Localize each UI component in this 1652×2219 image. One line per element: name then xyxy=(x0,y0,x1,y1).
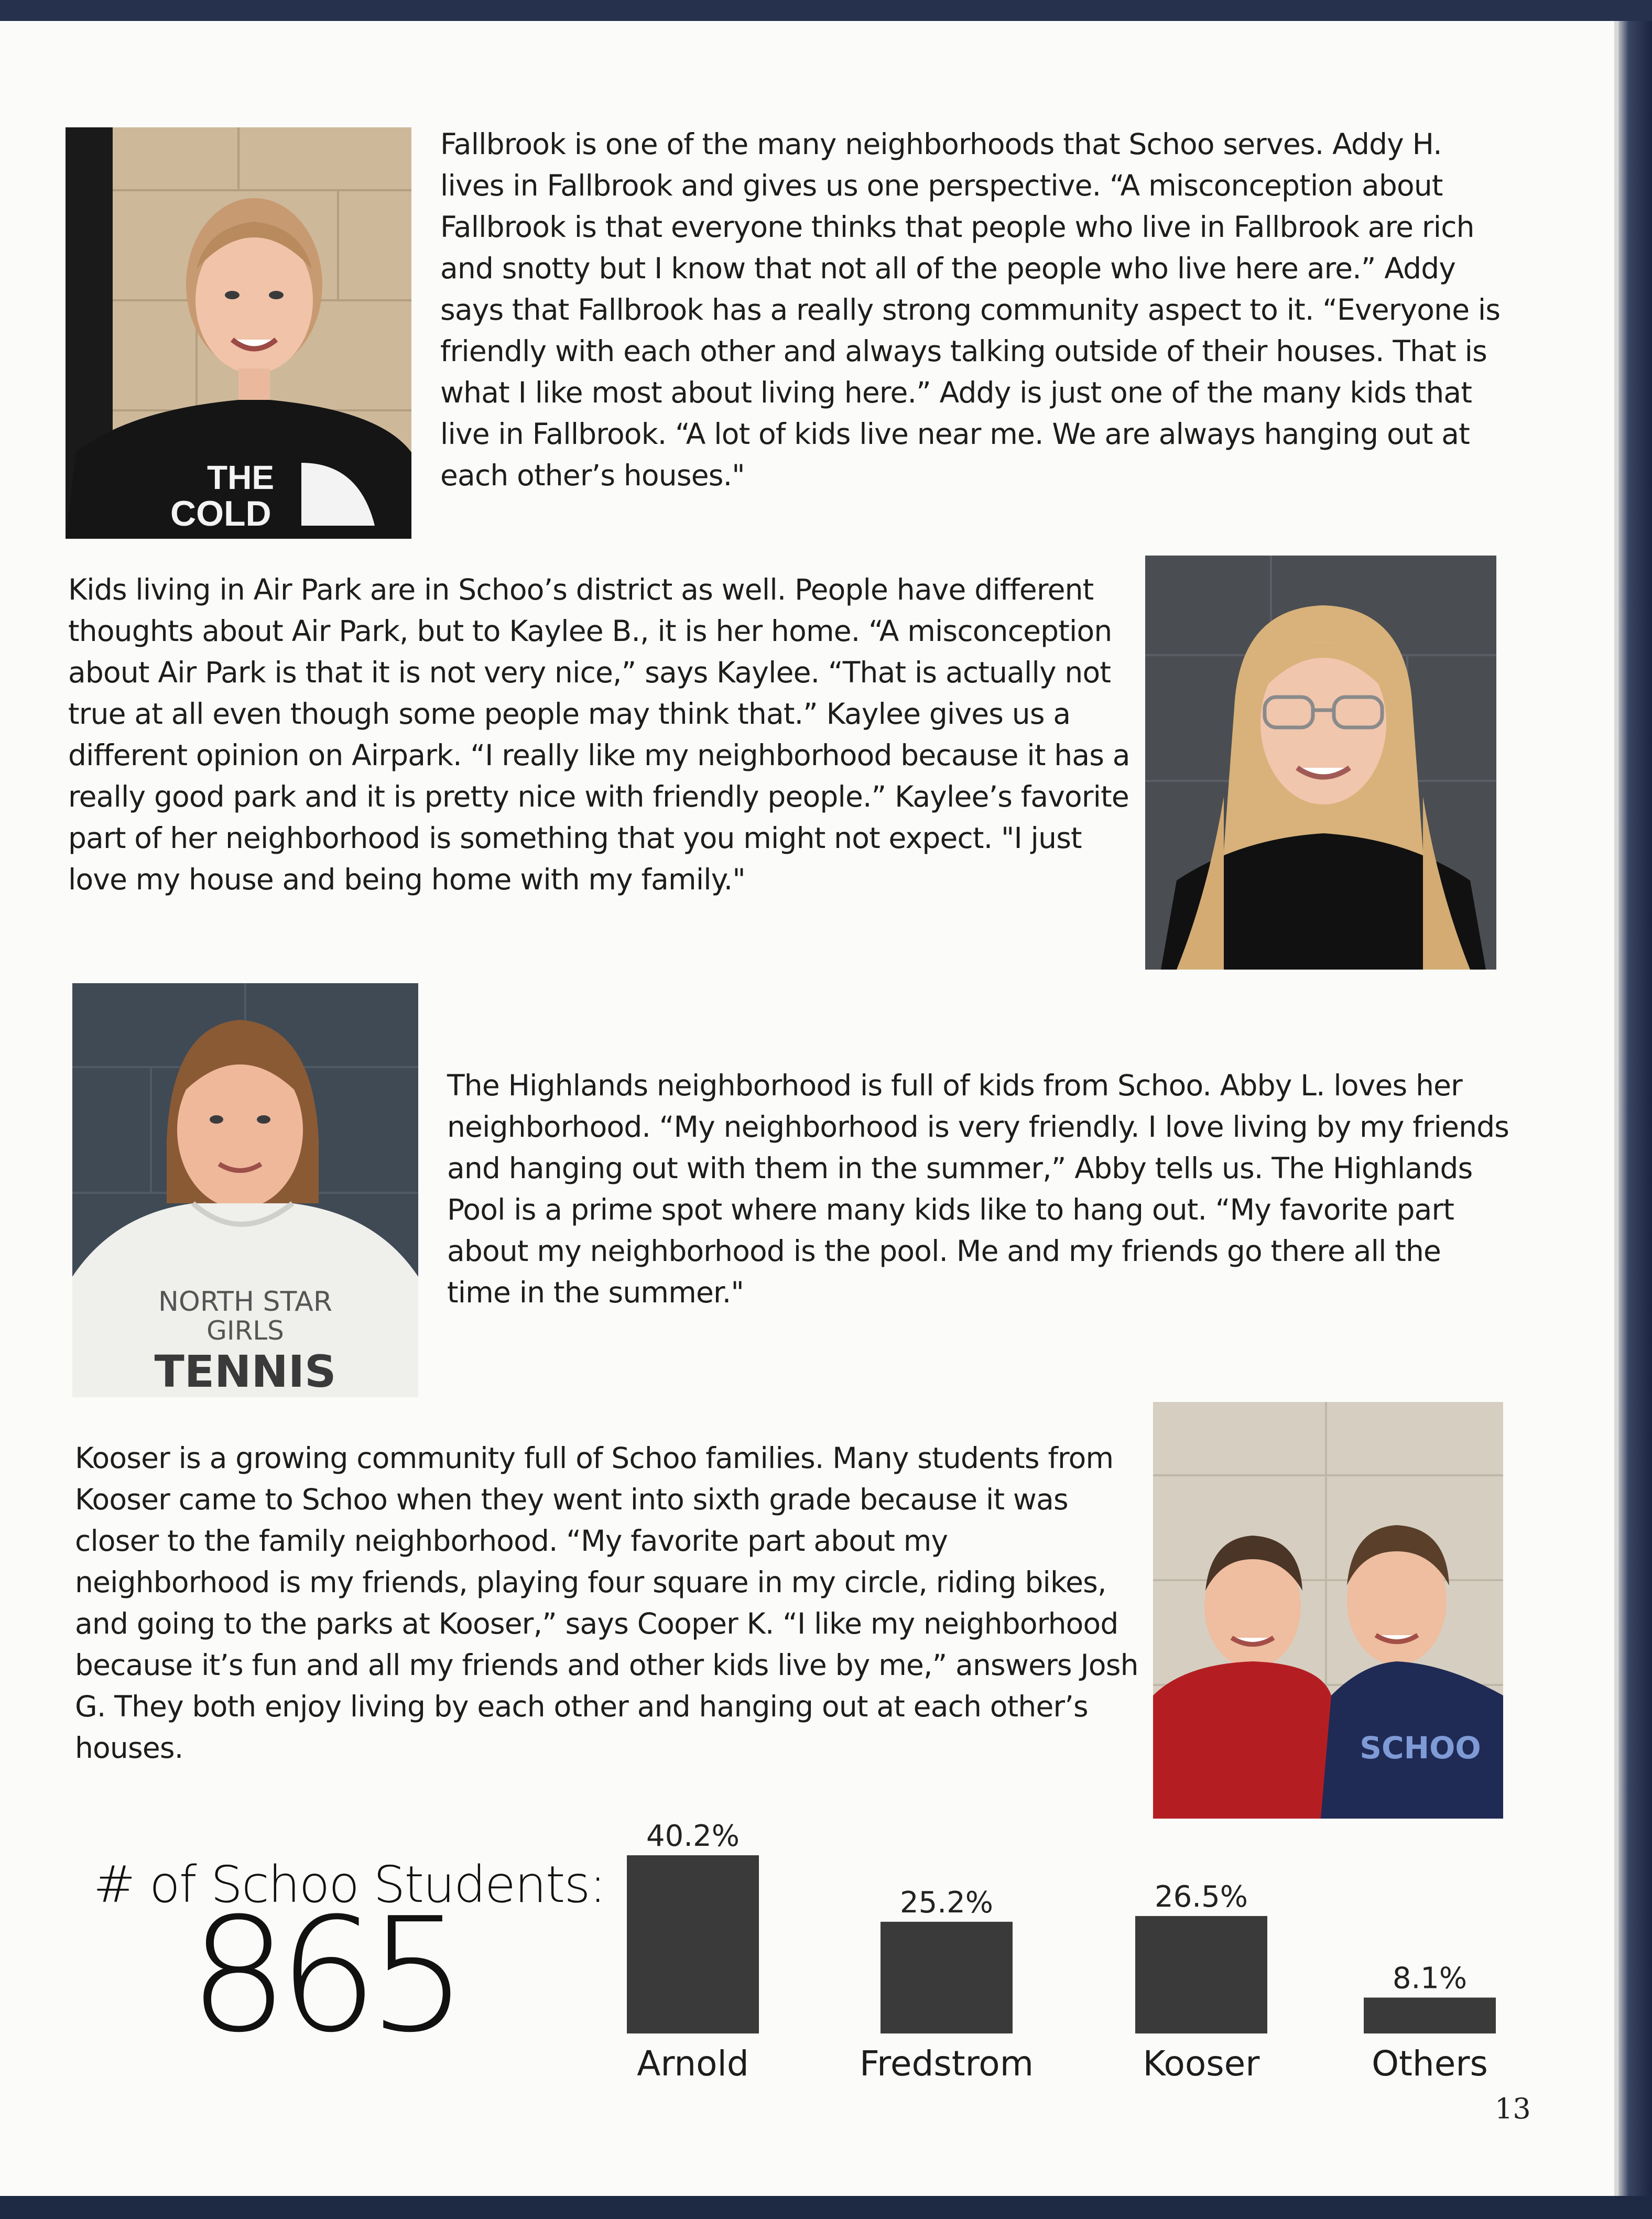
neighborhood-bar-chart xyxy=(603,1803,1525,2086)
category-label-kooser: Kooser xyxy=(1143,2043,1260,2084)
student-count-label: # of Schoo Students: xyxy=(93,1855,605,1914)
bar-others xyxy=(1364,1997,1496,2033)
photo-cooper-and-josh xyxy=(1153,1402,1503,1819)
hoodie-text-line-3: TENNIS xyxy=(154,1346,336,1397)
shirt-text-line-1: THE xyxy=(207,459,274,496)
air-park-paragraph: Kids living in Air Park are in Schoo’s district as well. People have different thoughts about Air Park, but to Kaylee B., it is her home. “A misconception about Air Park is that it is not very nice,” says Kaylee. “That is actually not true at all even though some people may think that.” Kaylee gives us a different opinion on Airpark. “I really like my neighborhood because it has a really good park and it is pretty nice with friendly people.” Kaylee’s favorite part of her neighborhood is something that you might not expect. "I just love my house and being home with my family." xyxy=(68,573,1130,896)
data-label-others: 8.1% xyxy=(1392,1961,1468,1996)
book-edge xyxy=(1618,21,1652,2196)
book-spine-shadow xyxy=(0,0,1652,21)
bar-kooser xyxy=(1135,1916,1267,2033)
photo-addy xyxy=(66,127,411,539)
data-label-arnold: 40.2% xyxy=(646,1819,740,1853)
hoodie-text-line-2: GIRLS xyxy=(207,1315,284,1346)
data-label-fredstrom: 25.2% xyxy=(900,1885,993,1920)
category-label-fredstrom: Fredstrom xyxy=(860,2043,1034,2084)
boy-shirt-text: SCHOO xyxy=(1360,1730,1481,1766)
kooser-paragraph: Kooser is a growing community full of Schoo families. Many students from Kooser came to Schoo when they went into sixth grade because it was closer to the family neighborhood. “My favorite part about my neighborhood is my friends, playing four square in my circle, riding bikes, and going to the parks at Kooser,” says Cooper K. “I like my neighborhood because it’s fun and all my friends and other kids live by me,” answers Josh G. They both enjoy living by each other and hanging out at each other’s houses. xyxy=(75,1441,1138,1765)
book-bottom-edge xyxy=(0,2196,1652,2219)
photo-kaylee xyxy=(1145,556,1496,970)
bar-fredstrom xyxy=(881,1922,1013,2033)
student-count-value: 865 xyxy=(189,1884,458,2067)
category-label-others: Others xyxy=(1372,2043,1488,2084)
page-number: 13 xyxy=(1495,2092,1531,2125)
category-label-arnold: Arnold xyxy=(637,2043,749,2084)
bar-arnold xyxy=(627,1855,759,2033)
highlands-paragraph: The Highlands neighborhood is full of kids from Schoo. Abby L. loves her neighborhood. “My neighborhood is very friendly. I love living by my friends and hanging out with them in the summer,” Abby tells us. The Highlands Pool is a prime spot where many kids like to hang out. “My favorite part about my neighborhood is the pool. Me and my friends go there all the time in the summer." xyxy=(447,1069,1509,1309)
photo-abby xyxy=(72,983,418,1397)
fallbrook-paragraph: Fallbrook is one of the many neighborhoods that Schoo serves. Addy H. lives in Fallbrook and gives us one perspective. “A misconception about Fallbrook is that everyone thinks that people who live in Fallbrook are rich and snotty but I know that not all of the people who live here are.” Addy says that Fallbrook has a really strong community aspect to it. “Everyone is friendly with each other and always talking outside of their houses. That is what I like most about living here.” Addy is just one of the many kids that live in Fallbrook. “A lot of kids live near me. We are always hanging out at each other’s houses." xyxy=(440,127,1501,492)
shirt-text-line-2: COLD xyxy=(170,494,271,534)
data-label-kooser: 26.5% xyxy=(1155,1879,1248,1914)
hoodie-text-line-1: NORTH STAR xyxy=(158,1286,333,1318)
